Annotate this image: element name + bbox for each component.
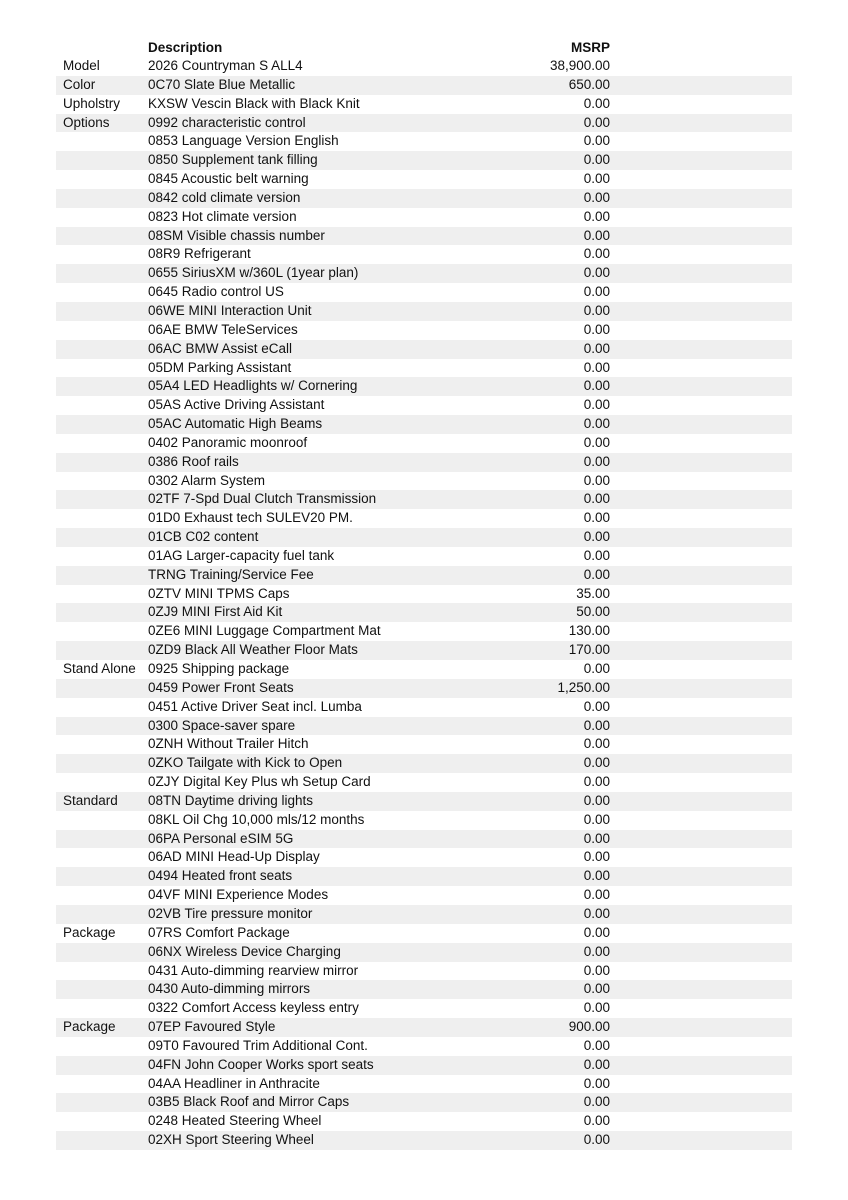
- row-msrp: 35.00: [576, 585, 610, 601]
- table-row: [56, 114, 792, 133]
- row-msrp: 1,250.00: [557, 679, 610, 695]
- table-row: [56, 170, 792, 189]
- row-description: 0322 Comfort Access keyless entry: [148, 1000, 359, 1016]
- table-row: [56, 283, 792, 302]
- row-description: 06AD MINI Head-Up Display: [148, 849, 320, 865]
- row-description: 06WE MINI Interaction Unit: [148, 302, 312, 318]
- row-msrp: 0.00: [583, 962, 610, 978]
- row-description: 06NX Wireless Device Charging: [148, 943, 341, 959]
- row-description: 0494 Heated front seats: [148, 868, 293, 884]
- row-description: 0ZKO Tailgate with Kick to Open: [148, 755, 343, 771]
- row-description: 0823 Hot climate version: [148, 208, 297, 224]
- row-description: TRNG Training/Service Fee: [148, 566, 314, 582]
- table-row: [56, 57, 792, 76]
- row-description: 0ZNH Without Trailer Hitch: [148, 736, 309, 752]
- row-msrp: 0.00: [583, 359, 610, 375]
- row-msrp: 0.00: [583, 416, 610, 432]
- row-msrp: 0.00: [583, 868, 610, 884]
- table-row: [56, 1018, 792, 1037]
- row-description: 02XH Sport Steering Wheel: [148, 1132, 314, 1148]
- row-msrp: 0.00: [583, 1056, 610, 1072]
- table-row: [56, 434, 792, 453]
- row-msrp: 0.00: [583, 397, 610, 413]
- table-row: [56, 245, 792, 264]
- row-description: 05AC Automatic High Beams: [148, 416, 323, 432]
- row-msrp: 0.00: [583, 265, 610, 281]
- table-row: [56, 1093, 792, 1112]
- row-msrp: 0.00: [583, 698, 610, 714]
- row-category: Color: [63, 76, 96, 92]
- row-msrp: 0.00: [583, 340, 610, 356]
- row-description: 04AA Headliner in Anthracite: [148, 1075, 320, 1091]
- table-row: [56, 773, 792, 792]
- table-row: [56, 490, 792, 509]
- table-row: [56, 980, 792, 999]
- row-description: 0655 SiriusXM w/360L (1year plan): [148, 265, 359, 281]
- row-description: 05DM Parking Assistant: [148, 359, 292, 375]
- row-description: 01D0 Exhaust tech SULEV20 PM.: [148, 510, 353, 526]
- table-row: [56, 698, 792, 717]
- table-row: [56, 472, 792, 491]
- row-msrp: 0.00: [583, 246, 610, 262]
- table-row: [56, 208, 792, 227]
- row-msrp: 0.00: [583, 189, 610, 205]
- row-description: 04VF MINI Experience Modes: [148, 887, 329, 903]
- table-row: [56, 867, 792, 886]
- table-row: [56, 321, 792, 340]
- table-row: [56, 735, 792, 754]
- row-msrp: 0.00: [583, 378, 610, 394]
- row-msrp: 0.00: [583, 774, 610, 790]
- table-row: [56, 1131, 792, 1150]
- table-row: [56, 1037, 792, 1056]
- row-msrp: 0.00: [583, 905, 610, 921]
- row-msrp: 38,900.00: [549, 58, 610, 73]
- row-description: 0386 Roof rails: [148, 453, 239, 469]
- row-msrp: 0.00: [583, 171, 610, 187]
- row-description: 2026 Countryman S ALL4: [148, 58, 303, 73]
- row-msrp: 0.00: [583, 1000, 610, 1016]
- row-msrp: 0.00: [583, 453, 610, 469]
- row-description: 0992 characteristic control: [148, 114, 306, 130]
- row-description: KXSW Vescin Black with Black Knit: [148, 95, 360, 111]
- row-description: 03B5 Black Roof and Mirror Caps: [148, 1094, 350, 1110]
- row-msrp: 0.00: [583, 434, 610, 450]
- table-row: [56, 132, 792, 151]
- row-description: 06AC BMW Assist eCall: [148, 340, 293, 356]
- row-msrp: 0.00: [583, 114, 610, 130]
- table-row: [56, 1056, 792, 1075]
- row-msrp: 0.00: [583, 924, 610, 940]
- row-msrp: 0.00: [583, 1037, 610, 1053]
- row-msrp: 0.00: [583, 302, 610, 318]
- row-description: 01AG Larger-capacity fuel tank: [148, 547, 335, 563]
- price-sheet: [56, 38, 792, 1150]
- table-row: [56, 547, 792, 566]
- row-description: 08KL Oil Chg 10,000 mls/12 months: [148, 811, 365, 827]
- row-category: Upholstry: [63, 95, 121, 111]
- table-row: [56, 603, 792, 622]
- row-msrp: 0.00: [583, 472, 610, 488]
- row-msrp: 0.00: [583, 661, 610, 676]
- row-msrp: 0.00: [583, 208, 610, 224]
- table-row: [56, 453, 792, 472]
- table-row: [56, 660, 792, 679]
- table-row: [56, 509, 792, 528]
- table-row: [56, 792, 792, 811]
- row-msrp: 0.00: [583, 547, 610, 563]
- row-description: 06AE BMW TeleServices: [148, 321, 298, 337]
- row-msrp: 0.00: [583, 529, 610, 545]
- table-header: [56, 38, 792, 57]
- row-msrp: 130.00: [568, 623, 610, 639]
- row-description: 01CB C02 content: [148, 529, 259, 545]
- row-description: 0302 Alarm System: [148, 472, 266, 488]
- table-row: [56, 641, 792, 660]
- table-row: [56, 830, 792, 849]
- row-msrp: 0.00: [583, 811, 610, 827]
- row-description: 08SM Visible chassis number: [148, 227, 325, 243]
- row-msrp: 0.00: [583, 1075, 610, 1091]
- table-row: [56, 302, 792, 321]
- table-row: [56, 1075, 792, 1094]
- row-description: 08TN Daytime driving lights: [148, 792, 314, 808]
- table-row: [56, 415, 792, 434]
- row-description: 0ZTV MINI TPMS Caps: [148, 585, 290, 601]
- row-msrp: 0.00: [583, 792, 610, 808]
- table-row: [56, 340, 792, 359]
- table-row: [56, 528, 792, 547]
- row-description: 05A4 LED Headlights w/ Cornering: [148, 378, 358, 394]
- table-row: [56, 679, 792, 698]
- table-row: [56, 905, 792, 924]
- row-description: 0459 Power Front Seats: [148, 679, 294, 695]
- row-msrp: 0.00: [583, 849, 610, 865]
- row-msrp: 170.00: [568, 642, 610, 658]
- row-msrp: 0.00: [583, 717, 610, 733]
- table-row: [56, 811, 792, 830]
- row-msrp: 0.00: [583, 491, 610, 507]
- row-msrp: 0.00: [583, 830, 610, 846]
- row-description: 0430 Auto-dimming mirrors: [148, 981, 311, 997]
- row-description: 09T0 Favoured Trim Additional Cont.: [148, 1037, 368, 1053]
- row-description: 02TF 7-Spd Dual Clutch Transmission: [148, 491, 377, 507]
- table-body: [56, 57, 792, 1150]
- row-msrp: 0.00: [583, 133, 610, 149]
- row-category: Model: [63, 58, 100, 73]
- row-description: 0850 Supplement tank filling: [148, 152, 318, 168]
- table-row: [56, 359, 792, 378]
- row-description: 07EP Favoured Style: [148, 1019, 276, 1035]
- row-description: 0451 Active Driver Seat incl. Lumba: [148, 698, 362, 714]
- row-category: Package: [63, 1019, 116, 1035]
- row-description: 0431 Auto-dimming rearview mirror: [148, 962, 359, 978]
- row-msrp: 0.00: [583, 566, 610, 582]
- row-description: 07RS Comfort Package: [148, 924, 290, 940]
- row-category: Standard: [63, 792, 118, 808]
- table-row: [56, 924, 792, 943]
- row-msrp: 0.00: [583, 981, 610, 997]
- table-row: [56, 151, 792, 170]
- row-description: 0248 Heated Steering Wheel: [148, 1113, 322, 1129]
- row-msrp: 650.00: [568, 76, 610, 92]
- table-row: [56, 76, 792, 95]
- row-msrp: 0.00: [583, 1094, 610, 1110]
- table-row: [56, 566, 792, 585]
- row-description: 06PA Personal eSIM 5G: [148, 830, 294, 846]
- row-description: 0842 cold climate version: [148, 189, 301, 205]
- row-description: 0402 Panoramic moonroof: [148, 434, 308, 450]
- table-row: [56, 95, 792, 114]
- row-msrp: 900.00: [568, 1019, 610, 1035]
- row-msrp: 0.00: [583, 321, 610, 337]
- row-msrp: 0.00: [583, 227, 610, 243]
- description-header: Description: [148, 40, 223, 55]
- table-row: [56, 227, 792, 246]
- table-row: [56, 377, 792, 396]
- table-row: [56, 999, 792, 1018]
- row-description: 0ZJ9 MINI First Aid Kit: [148, 604, 283, 620]
- row-msrp: 50.00: [576, 604, 610, 620]
- table-row: [56, 943, 792, 962]
- row-description: 04FN John Cooper Works sport seats: [148, 1056, 374, 1072]
- row-description: 0645 Radio control US: [148, 284, 284, 300]
- row-description: 0ZE6 MINI Luggage Compartment Mat: [148, 623, 381, 639]
- table-row: [56, 962, 792, 981]
- table-row: [56, 1112, 792, 1131]
- row-description: 0ZD9 Black All Weather Floor Mats: [148, 642, 358, 658]
- row-msrp: 0.00: [583, 887, 610, 903]
- row-description: 0845 Acoustic belt warning: [148, 171, 309, 187]
- row-description: 0ZJY Digital Key Plus wh Setup Card: [148, 774, 371, 790]
- table-row: [56, 585, 792, 604]
- row-category: Package: [63, 924, 116, 940]
- table-row: [56, 717, 792, 736]
- row-description: 0C70 Slate Blue Metallic: [148, 76, 296, 92]
- row-description: 05AS Active Driving Assistant: [148, 397, 325, 413]
- row-description: 02VB Tire pressure monitor: [148, 905, 313, 921]
- row-msrp: 0.00: [583, 510, 610, 526]
- row-msrp: 0.00: [583, 755, 610, 771]
- row-description: 0300 Space-saver spare: [148, 717, 296, 733]
- row-msrp: 0.00: [583, 943, 610, 959]
- msrp-header: MSRP: [570, 40, 610, 55]
- row-category: Options: [63, 114, 110, 130]
- table-row: [56, 886, 792, 905]
- table-row: [56, 396, 792, 415]
- row-msrp: 0.00: [583, 1113, 610, 1129]
- table-row: [56, 189, 792, 208]
- row-msrp: 0.00: [583, 284, 610, 300]
- row-msrp: 0.00: [583, 736, 610, 752]
- row-description: 08R9 Refrigerant: [148, 246, 251, 262]
- table-row: [56, 622, 792, 641]
- row-msrp: 0.00: [583, 95, 610, 111]
- table-row: [56, 848, 792, 867]
- table-row: [56, 754, 792, 773]
- row-category: Stand Alone: [63, 661, 136, 676]
- table-row: [56, 264, 792, 283]
- row-description: 0925 Shipping package: [148, 661, 290, 676]
- row-description: 0853 Language Version English: [148, 133, 339, 149]
- row-msrp: 0.00: [583, 152, 610, 168]
- row-msrp: 0.00: [583, 1132, 610, 1148]
